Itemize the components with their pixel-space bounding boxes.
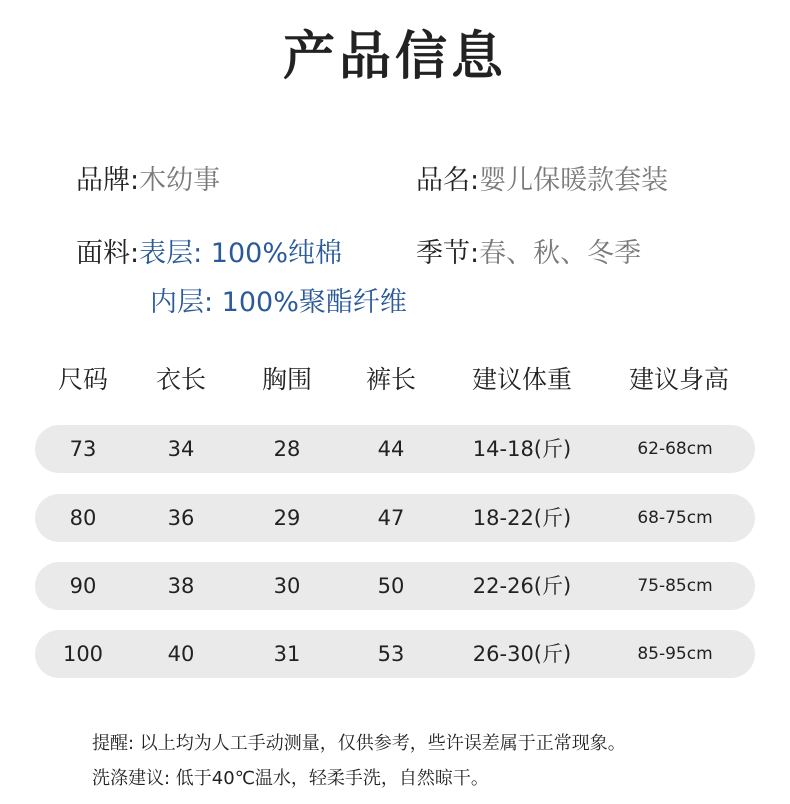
cell-weight: 18-22(斤) xyxy=(472,506,572,530)
cell-height: 75-85cm xyxy=(637,576,713,596)
fabric-info xyxy=(76,231,342,270)
product-name-info xyxy=(416,158,668,197)
cell-length: 40 xyxy=(167,642,195,666)
brand-label: 品牌: xyxy=(76,165,140,196)
washing-advice: 洗涤建议: 低于40℃温水，轻柔手洗，自然晾干。 xyxy=(92,768,489,789)
measurement-reminder: 提醒: 以上均为人工手动测量，仅供参考，些许误差属于正常现象。 xyxy=(92,733,626,754)
product-name-label: 品名: xyxy=(416,165,480,196)
table-row xyxy=(35,494,755,542)
cell-pants-length: 53 xyxy=(377,642,405,666)
fabric-outer-value: 表层: 100%纯棉 xyxy=(139,238,342,269)
fabric-inner-value: 内层: 100%聚酯纤维 xyxy=(150,287,407,318)
table-row xyxy=(35,630,755,678)
header-size: 尺码 xyxy=(57,365,109,394)
cell-chest: 31 xyxy=(273,642,301,666)
table-row xyxy=(35,562,755,610)
header-weight: 建议体重 xyxy=(471,365,573,394)
fabric-inner-info xyxy=(150,280,407,319)
cell-length: 38 xyxy=(167,574,195,598)
cell-length: 36 xyxy=(167,506,195,530)
cell-size: 73 xyxy=(69,437,97,461)
cell-pants-length: 44 xyxy=(377,437,405,461)
cell-chest: 30 xyxy=(273,574,301,598)
cell-size: 90 xyxy=(69,574,97,598)
cell-height: 85-95cm xyxy=(637,644,713,664)
table-row xyxy=(35,425,755,473)
season-value: 春、秋、冬季 xyxy=(479,238,642,269)
cell-weight: 26-30(斤) xyxy=(472,642,572,666)
product-name-value: 婴儿保暖款套装 xyxy=(479,165,669,196)
cell-size: 80 xyxy=(69,506,97,530)
cell-pants-length: 50 xyxy=(377,574,405,598)
header-chest: 胸围 xyxy=(261,365,313,394)
cell-weight: 14-18(斤) xyxy=(472,437,572,461)
page-title: 产品信息 xyxy=(282,27,507,87)
cell-weight: 22-26(斤) xyxy=(472,574,572,598)
cell-height: 62-68cm xyxy=(637,439,713,459)
season-info xyxy=(416,231,641,270)
fabric-label: 面料: xyxy=(76,238,140,269)
size-table-header xyxy=(35,358,755,402)
cell-size: 100 xyxy=(62,642,104,666)
cell-pants-length: 47 xyxy=(377,506,405,530)
cell-chest: 28 xyxy=(273,437,301,461)
season-label: 季节: xyxy=(416,238,480,269)
cell-chest: 29 xyxy=(273,506,301,530)
header-length: 衣长 xyxy=(155,365,207,394)
cell-length: 34 xyxy=(167,437,195,461)
header-height: 建议身高 xyxy=(628,365,730,394)
brand-value: 木幼事 xyxy=(139,165,221,196)
cell-height: 68-75cm xyxy=(637,508,713,528)
brand-info xyxy=(76,158,220,197)
header-pants-length: 裤长 xyxy=(365,365,417,394)
